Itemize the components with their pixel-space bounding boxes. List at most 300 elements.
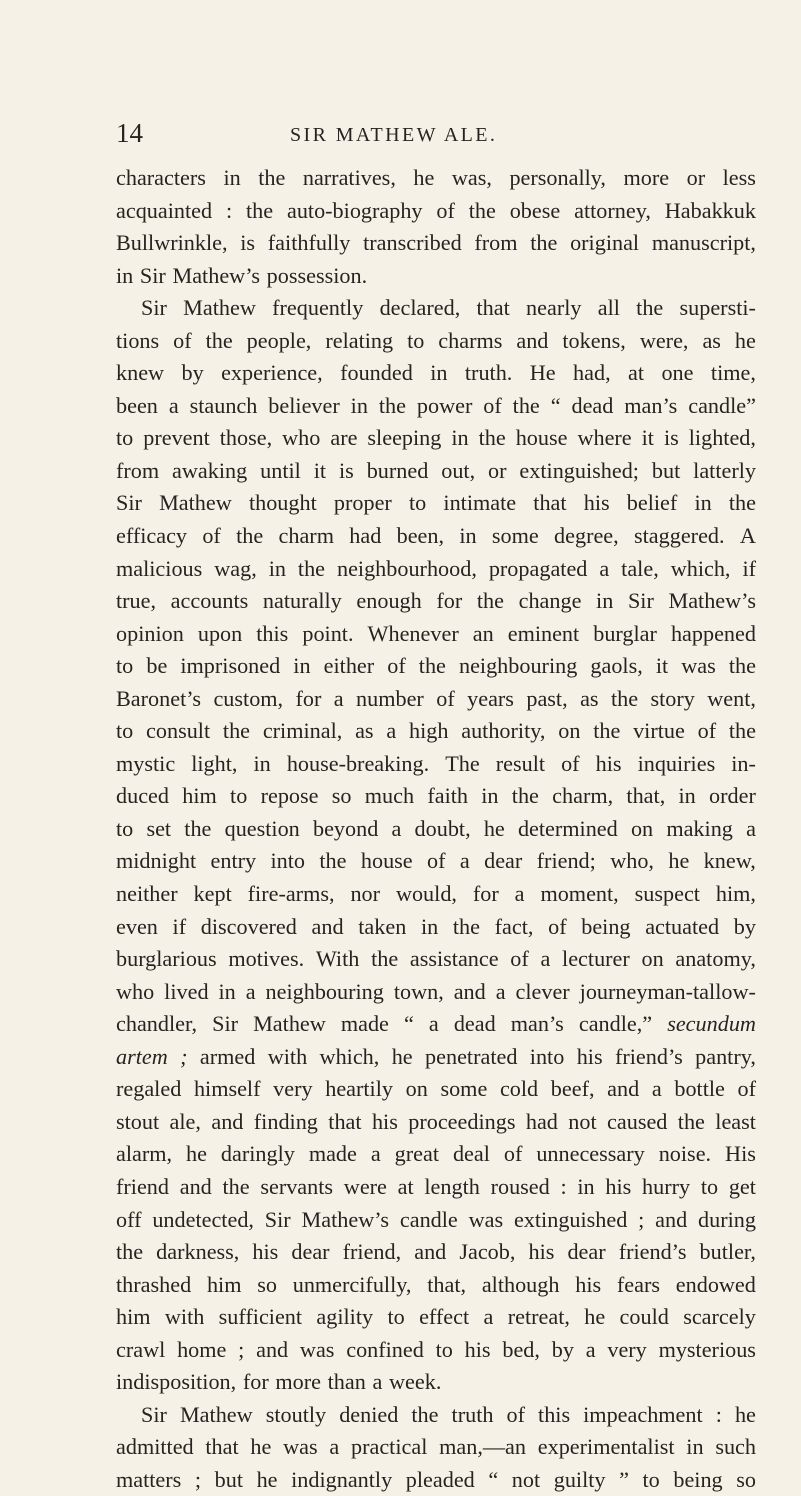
word: of [202,523,221,549]
word: Sir [116,490,142,516]
word: motives. [228,946,305,972]
word: inquiries [637,750,716,776]
word: to [116,425,134,451]
word: in [268,555,286,581]
word: power [416,392,473,418]
word: knew [116,360,165,386]
word: a [746,815,756,841]
word: in [451,425,469,451]
word: guilty [553,1466,606,1492]
word: bed, [502,1336,540,1362]
word: relating [325,327,394,353]
word: taken [358,913,407,939]
word: man,—an [439,1434,527,1460]
word: his [528,1239,555,1265]
text-line [116,1269,756,1302]
word: to [230,783,248,809]
word: the [258,165,286,190]
word: awaking [172,457,248,483]
word: is [663,425,679,451]
word: his [464,1336,491,1362]
word: been, [396,523,445,549]
text-line [116,878,756,911]
word: Bullwrinkle, [116,230,228,256]
word: in [686,1434,704,1460]
word: charm, [552,783,614,809]
word: With [315,946,360,972]
text-line [116,1431,756,1464]
word: Habakkuk [664,197,756,223]
text-line [116,683,756,716]
word: to [116,815,134,841]
word: the [476,588,504,614]
word: house [515,425,568,451]
word: lived [164,978,209,1004]
word: neighbouring [265,978,384,1004]
word: Mathew [183,295,256,321]
word: off [116,1206,142,1232]
word: of [436,685,455,711]
word: nearly [526,295,582,321]
word: charms [438,327,503,353]
text-line [116,1399,756,1432]
word: of [737,1076,756,1102]
word: the [319,848,347,874]
word: the [452,913,480,939]
word: nor [350,881,381,907]
word: the [246,197,274,223]
word: in [350,392,368,418]
word: Sir [627,588,654,614]
word: discovered [200,913,297,939]
word: his [252,1239,279,1265]
word: efficacy [116,523,188,549]
word: is [240,230,256,256]
word: him [116,1304,151,1330]
word: alarm, [116,1141,173,1167]
word: past, [526,685,568,711]
word: a [329,1434,340,1460]
word: be [146,653,168,679]
word: the [222,718,251,744]
word: man’s [510,1011,564,1037]
word: the [371,946,399,972]
word: “ [403,1011,414,1037]
word: high [408,718,449,744]
word: A [739,523,756,549]
word: declared, [379,295,461,321]
word: that, [427,1271,467,1297]
word: him [206,1271,242,1297]
word: tions [116,327,160,353]
word: caused [607,1108,668,1134]
word: was [299,1336,335,1362]
word: beef, [550,1076,595,1102]
word: artem [116,1043,168,1069]
word: servants [260,1173,334,1199]
word: his [595,750,622,776]
word: some [491,523,539,549]
word: “ [550,392,561,418]
word: a [391,815,402,841]
word: in [577,1173,595,1199]
word: the [530,230,558,256]
word: a [483,1304,494,1330]
word: dead [571,392,614,418]
word: suspect [634,881,700,907]
word: mysterious [658,1336,756,1362]
word: repose [260,783,319,809]
word: a [651,1076,662,1102]
word: happened [670,620,756,646]
word: lighted, [688,425,756,451]
word: faith [427,783,468,809]
text-line [116,357,756,390]
word: neighbouring [458,653,578,679]
word: to [116,718,134,744]
word: burglar [593,620,657,646]
word: the [378,392,406,418]
word: this [256,620,289,646]
word: of [483,392,502,418]
word: of [387,653,406,679]
word: so [257,1271,277,1297]
word: journeyman-tallow- [579,978,756,1004]
text-line [116,1204,756,1237]
word: Sir [139,262,166,288]
word: transcribed [363,230,462,256]
word: hurry [642,1173,691,1199]
text-line [116,422,756,455]
word: noise. [658,1141,712,1167]
word: on [405,1076,428,1102]
word: the [512,392,540,418]
word: to [387,1304,405,1330]
word: manuscript, [651,230,756,256]
word: were [343,1173,387,1199]
text-line [116,553,756,586]
word: clever [515,978,570,1004]
word: he [483,815,505,841]
text-line [116,911,756,944]
word: consult [146,718,211,744]
word: butler, [699,1239,756,1265]
word: so [736,1466,756,1492]
word: was [681,653,716,679]
word: his [371,1108,398,1134]
word: he [250,1434,272,1460]
word: friend’s [618,1239,687,1265]
word: his [605,1173,632,1199]
word: fact, [494,913,534,939]
word: founded [340,360,413,386]
word: are [330,425,358,451]
word: which, [670,555,731,581]
word: until [260,457,301,483]
word: the [297,555,326,581]
text-line [116,780,756,813]
word: was, [451,165,492,190]
word: stout [116,1108,160,1134]
running-title: SIR MATHEW ALE. [290,124,498,146]
text-line [116,1073,756,1106]
word: more [275,1369,321,1395]
word: a [585,1336,596,1362]
word: lecturer [562,946,630,972]
word: those, [219,425,273,451]
word: he [186,1141,207,1167]
word: was [283,1434,318,1460]
word: it [313,457,327,483]
word: in [223,165,241,190]
word: the [411,1401,439,1427]
word: a [540,946,551,972]
word: burglarious [116,946,217,972]
word: with [267,1043,308,1069]
word: some [440,1076,488,1102]
word: much [364,783,415,809]
word: Sir [141,295,167,321]
word: of [510,946,529,972]
word: truth [451,1401,494,1427]
word: of [697,718,717,744]
word: Sir [212,1011,239,1037]
word: endowed [675,1271,756,1297]
word: as [355,718,374,744]
word: friend, [342,1239,402,1265]
word: intimate [443,490,517,516]
word: thought [248,490,317,516]
word: even [116,913,158,939]
word: very [607,1336,647,1362]
word: made [340,1011,389,1037]
word: order [709,783,756,809]
word: the [236,523,264,549]
word: not [511,1466,541,1492]
word: to [700,1173,719,1199]
word: scarcely [683,1304,756,1330]
word: characters [116,165,206,190]
word: criminal, [262,718,343,744]
word: who [282,425,321,451]
text-line [116,1236,756,1269]
word: proceedings [408,1108,516,1134]
word: confined [346,1336,424,1362]
text-line [116,325,756,358]
running-head [0,118,801,148]
text-line [116,943,756,976]
word: on [630,815,654,841]
word: very [273,1076,313,1102]
word: of [436,197,455,223]
word: to [407,327,425,353]
word: to [435,1336,453,1362]
word: in [253,750,271,776]
text-line [116,487,756,520]
word: that [328,1108,362,1134]
word: virtue [633,718,685,744]
word: ; [638,1206,645,1232]
word: sleeping [367,425,442,451]
word: deal [452,1141,490,1167]
word: all [597,295,620,321]
word: to [408,490,427,516]
word: the [205,327,233,353]
word: for [436,588,463,614]
word: supersti- [679,295,756,321]
word: secundum [667,1011,756,1037]
word: and [607,1076,640,1102]
word: and [414,1239,447,1265]
word: a [372,1369,383,1395]
text-line [116,1171,756,1204]
word: candle,” [578,1011,653,1037]
word: gaols, [590,653,643,679]
word: assistance [409,946,499,972]
word: dear [484,848,523,874]
word: propagated [488,555,588,581]
word: and [655,1206,688,1232]
word: not [568,1108,597,1134]
word: heartily [325,1076,393,1102]
word: this [538,1401,571,1427]
word: that [476,295,510,321]
word: staunch [189,392,258,418]
word: pantry, [695,1043,756,1069]
word: week. [389,1369,442,1395]
body-text [116,162,756,1496]
word: to [116,653,134,679]
word: prevent [143,425,210,451]
word: impeachment [583,1401,703,1427]
word: midnight [116,848,197,874]
word: dear [567,1239,606,1265]
word: least [715,1108,756,1134]
word: the [418,653,446,679]
word: or [686,165,706,190]
word: for [472,881,499,907]
word: of [427,848,446,874]
word: were, [639,327,689,353]
word: time, [710,360,756,386]
word: in [459,523,477,549]
word: into [529,1043,565,1069]
word: his [575,1271,602,1297]
text-line [116,1301,756,1334]
word: fears [616,1271,661,1297]
word: daringly [220,1141,295,1167]
word: and [256,1336,289,1362]
word: thrashed [116,1271,192,1297]
word: actuated [645,913,720,939]
word: the [478,425,506,451]
word: is [338,457,354,483]
word: making [666,815,733,841]
word: of [503,1141,523,1167]
word: point. [302,620,354,646]
word: naturally [262,588,342,614]
word: the [636,295,664,321]
word: was [468,1206,504,1232]
word: Sir [264,1206,291,1232]
word: a [386,718,397,744]
word: of [548,913,567,939]
word: imprisoned [180,653,281,679]
word: he [584,1304,606,1330]
word: Sir [141,1401,167,1427]
text-line [116,1366,756,1399]
word: ” [619,1466,629,1492]
text-line [116,748,756,781]
word: extinguished; [519,457,639,483]
word: so [331,783,352,809]
word: accounts [170,588,249,614]
word: of [506,1401,525,1427]
word: possession. [266,262,368,288]
word: he [734,327,756,353]
word: out, [441,457,476,483]
word: the [116,1239,144,1265]
word: in [293,653,311,679]
word: : [225,197,233,223]
word: length [424,1173,480,1199]
word: upon [197,620,243,646]
word: denied [339,1401,399,1427]
word: for [242,1369,269,1395]
word: of [173,327,192,353]
word: in [420,913,439,939]
word: obese [509,197,561,223]
word: in [218,978,236,1004]
word: house-breaking. [286,750,430,776]
word: crawl [116,1336,166,1362]
word: frequently [272,295,364,321]
word: ; [238,1336,245,1362]
word: of [561,750,580,776]
word: more [623,165,670,190]
word: him, [715,881,756,907]
word: neither [116,881,178,907]
word: candle” [688,392,756,418]
word: people, [246,327,312,353]
word: made [308,1141,357,1167]
word: one [661,360,694,386]
text-line [116,1041,756,1074]
word: candle [399,1206,458,1232]
word: eminent [507,620,580,646]
word: chandler, [116,1011,198,1037]
word: kept [193,881,232,907]
word: agility [316,1304,374,1330]
word: tale, [621,555,659,581]
word: at [628,360,645,386]
word: unmercifully, [292,1271,412,1297]
word: an [472,620,494,646]
word: latterly [693,457,756,483]
word: pleaded [405,1466,475,1492]
word: that, [626,783,666,809]
word: it [655,653,669,679]
word: and [179,1173,212,1199]
word: the [728,653,756,679]
word: it [641,425,654,451]
word: practical [351,1434,428,1460]
word: custom, [213,685,284,711]
word: “ [488,1466,499,1492]
word: from [116,457,160,483]
word: dear [291,1239,330,1265]
word: effect [419,1304,470,1330]
